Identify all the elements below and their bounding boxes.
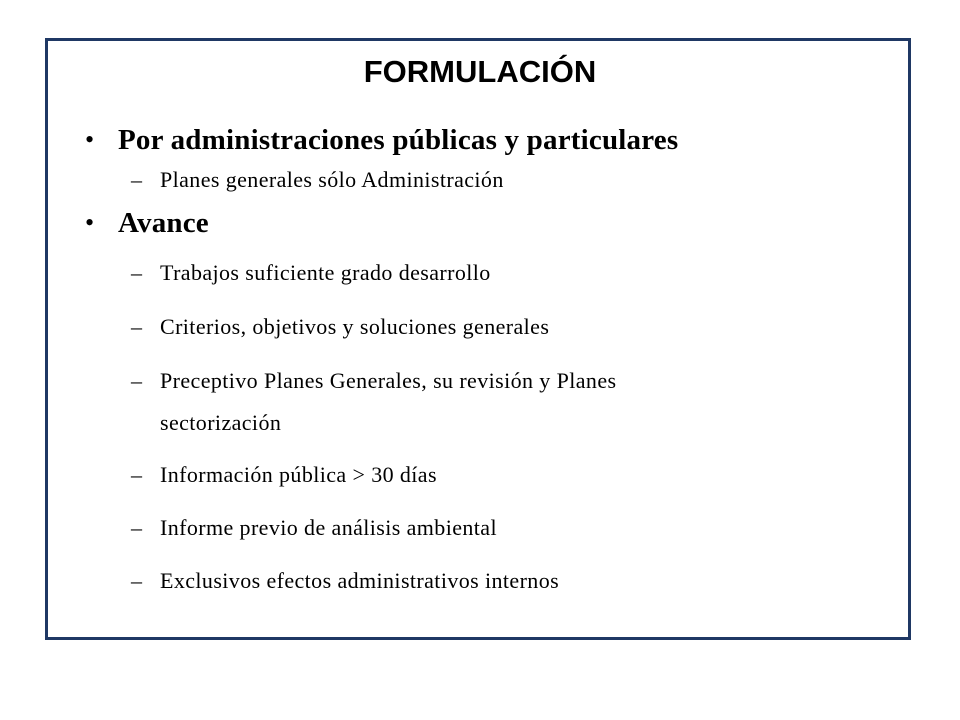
bullet-text: Avance bbox=[118, 207, 209, 239]
subitem-text: Planes generales sólo Administración bbox=[160, 167, 504, 192]
subitem-text-continuation: sectorización bbox=[160, 410, 282, 435]
dash-marker: – bbox=[131, 568, 142, 593]
bullet-marker: • bbox=[85, 208, 95, 237]
subitem-text: Información pública > 30 días bbox=[160, 462, 437, 487]
bullet-marker: • bbox=[85, 125, 95, 154]
slide-title: FORMULACIÓN bbox=[363, 54, 597, 89]
bullet-text: Por administraciones públicas y particulares bbox=[118, 124, 679, 156]
subitem-text: Preceptivo Planes Generales, su revisión y Planes bbox=[160, 368, 617, 393]
subitem-text: Trabajos suficiente grado desarrollo bbox=[160, 260, 491, 285]
dash-marker: – bbox=[131, 515, 142, 540]
subitem-text: Criterios, objetivos y soluciones generales bbox=[160, 314, 550, 339]
subitem-text: Exclusivos efectos administrativos internos bbox=[160, 568, 560, 593]
dash-marker: – bbox=[131, 368, 142, 393]
subitem-text: Informe previo de análisis ambiental bbox=[160, 515, 497, 540]
dash-marker: – bbox=[131, 462, 142, 487]
dash-marker: – bbox=[131, 260, 142, 285]
dash-marker: – bbox=[131, 314, 142, 339]
dash-marker: – bbox=[131, 167, 142, 192]
